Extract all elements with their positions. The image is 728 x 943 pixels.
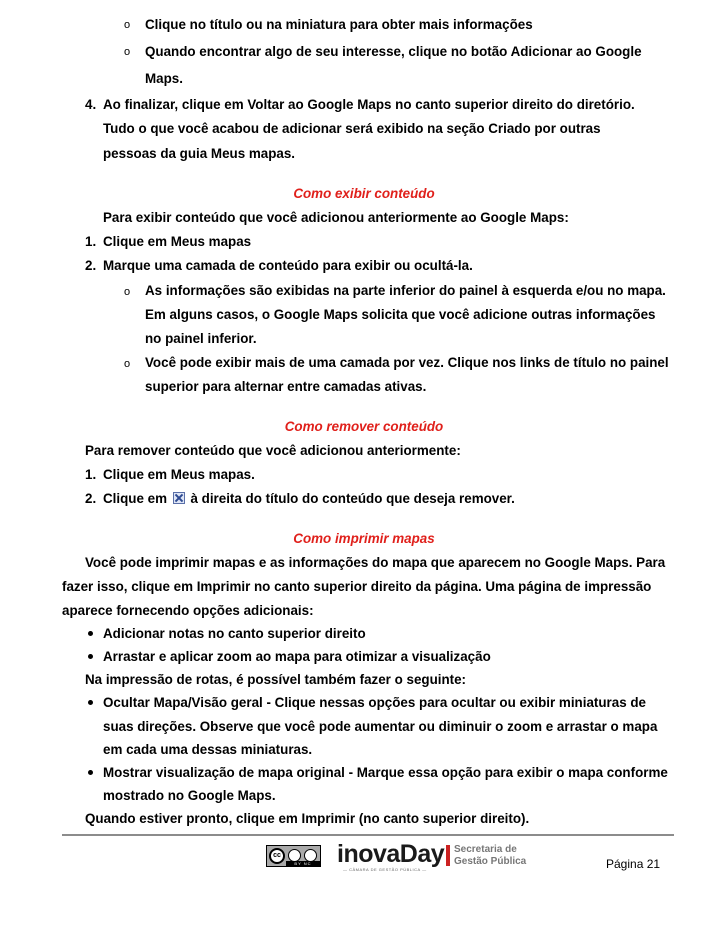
list-item-text: Tudo o que você acabou de adicionar será exibido na seção Criado por outras	[103, 121, 601, 136]
circle-bullet-icon: o	[124, 46, 131, 58]
section-intro: Para exibir conteúdo que você adicionou anteriormente ao Google Maps:	[103, 210, 569, 225]
bullet-dot-icon	[88, 700, 93, 705]
bullet-item-continuation: mostrado no Google Maps.	[103, 788, 276, 803]
list-item-text: Marque uma camada de conteúdo para exibir ou ocultá-la.	[103, 258, 473, 273]
secretaria-line-2: Gestão Pública	[454, 856, 527, 867]
bullet-item: Mostrar visualização de mapa original - Marque essa opção para exibir o mapa conforme	[103, 765, 668, 780]
list-item-text: Clique em Meus mapas.	[103, 467, 255, 482]
section-heading-view: Como exibir conteúdo	[293, 186, 435, 201]
list-item-text: pessoas da guia Meus mapas.	[103, 146, 296, 161]
text-before-icon: Clique em	[103, 491, 167, 506]
sub-item: As informações são exibidas na parte inferior do painel à esquerda e/ou no mapa.	[145, 283, 666, 298]
circle-bullet-icon: o	[124, 286, 131, 298]
sub-item: Você pode exibir mais de uma camada por vez. Clique nos links de título no painel	[145, 355, 669, 370]
list-number: 1.	[85, 234, 97, 249]
bullet-item: Arrastar e aplicar zoom ao mapa para otimizar a visualização	[103, 649, 491, 664]
cc-icon: cc	[269, 848, 285, 864]
paragraph-line: fazer isso, clique em Imprimir no canto superior direito da página. Uma página de impressão	[62, 579, 652, 594]
list-number: 2.	[85, 491, 97, 506]
list-item-text: Ao finalizar, clique em Voltar ao Google Maps no canto superior direito do diretório.	[103, 97, 635, 112]
inovaday-logo: inovaDay	[337, 840, 445, 868]
list-item-text-with-icon	[103, 491, 515, 507]
inovaday-logo-subtitle: — CÂMARA DE GESTÃO PÚBLICA —	[343, 867, 427, 872]
list-number: 1.	[85, 467, 97, 482]
sub-item-continuation: Em alguns casos, o Google Maps solicita que você adicione outras informações	[145, 307, 656, 322]
sub-item: Clique no título ou na miniatura para obter mais informações	[145, 17, 533, 32]
text-after-icon: à direita do título do conteúdo que deseja remover.	[190, 491, 515, 506]
list-number: 2.	[85, 258, 97, 273]
section-heading-remove: Como remover conteúdo	[284, 419, 444, 434]
bullet-item: Adicionar notas no canto superior direito	[103, 626, 366, 641]
routes-intro: Na impressão de rotas, é possível também fazer o seguinte:	[85, 672, 467, 687]
section-heading-print: Como imprimir mapas	[293, 531, 435, 546]
section-intro: Para remover conteúdo que você adicionou anteriormente:	[85, 443, 461, 458]
creative-commons-badge	[266, 845, 321, 867]
bullet-dot-icon	[88, 631, 93, 636]
paragraph-line: Você pode imprimir mapas e as informações do mapa que aparecem no Google Maps. Para	[85, 555, 666, 570]
paragraph-line: aparece fornecendo opções adicionais:	[62, 603, 314, 618]
secretaria-logo	[446, 843, 527, 869]
closing-line: Quando estiver pronto, clique em Imprimir (no canto superior direito).	[85, 811, 530, 826]
cc-strip: BY NC	[286, 861, 320, 866]
page-number: Página 21	[606, 857, 661, 871]
sub-item-continuation: no painel inferior.	[145, 331, 257, 346]
footer-rule	[62, 834, 674, 836]
bullet-dot-icon	[88, 770, 93, 775]
secretaria-bar-icon	[446, 845, 450, 866]
list-item-text: Clique em Meus mapas	[103, 234, 252, 249]
list-number: 4.	[85, 97, 97, 112]
bullet-dot-icon	[88, 654, 93, 659]
sub-item: Quando encontrar algo de seu interesse, clique no botão Adicionar ao Google	[145, 44, 642, 59]
bullet-item: Ocultar Mapa/Visão geral - Clique nessas opções para ocultar ou exibir miniaturas de	[103, 695, 646, 710]
circle-bullet-icon: o	[124, 358, 131, 370]
remove-x-icon	[173, 492, 185, 504]
sub-item-continuation: Maps.	[145, 71, 183, 86]
sub-item-continuation: superior para alternar entre camadas ativas.	[145, 379, 427, 394]
bullet-item-continuation: suas direções. Observe que você pode aumentar ou diminuir o zoom e arrastar o mapa	[103, 719, 658, 734]
secretaria-line-1: Secretaria de	[454, 844, 517, 855]
bullet-item-continuation: em cada uma dessas miniaturas.	[103, 742, 313, 757]
circle-bullet-icon: o	[124, 19, 131, 31]
